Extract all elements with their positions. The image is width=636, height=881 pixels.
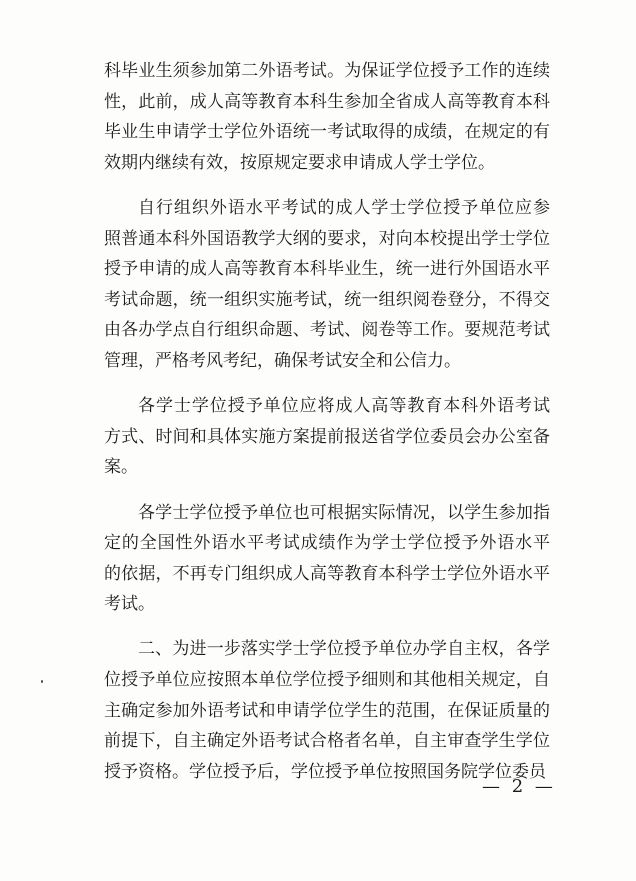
paragraph bbox=[104, 391, 550, 483]
text-line: 考试命题，统一组织实施考试，统一组织阅卷登分，不得交 bbox=[104, 289, 550, 310]
text-line: 由各办学点自行组织命题、考试、阅卷等工作。要规范考试 bbox=[104, 320, 550, 341]
text-line: 性，此前，成人高等教育本科生参加全省成人高等教育本科 bbox=[104, 91, 550, 112]
paragraph bbox=[104, 498, 550, 620]
text-line: 前提下，自主确定外语考试合格者名单，自主审查学生学位 bbox=[104, 731, 550, 752]
paragraph-gap bbox=[104, 620, 550, 635]
text-line: 各学士学位授予单位应将成人高等教育本科外语考试 bbox=[138, 396, 550, 417]
text-line: 授予申请的成人高等教育本科毕业生，统一进行外国语水平 bbox=[104, 259, 550, 280]
text-line: 照普通本科外国语教学大纲的要求，对向本校提出学士学位 bbox=[104, 228, 550, 249]
text-line: 各学士学位授予单位也可根据实际情况，以学生参加指 bbox=[138, 502, 550, 523]
text-line: 科毕业生须参加第二外语考试。为保证学位授予工作的连续 bbox=[104, 61, 550, 81]
text-line: 管理，严格考风考纪，确保考试安全和公信力。 bbox=[104, 350, 461, 371]
paragraph-gap bbox=[104, 178, 550, 193]
paragraph bbox=[104, 56, 550, 178]
paragraph-gap bbox=[104, 377, 550, 392]
document-body bbox=[104, 56, 550, 787]
paragraph bbox=[104, 634, 550, 787]
text-line: 主确定参加外语考试和申请学位学生的范围，在保证质量的 bbox=[104, 700, 550, 721]
text-line: 案。 bbox=[104, 457, 138, 478]
text-line: 毕业生申请学士学位外语统一考试取得的成绩，在规定的有 bbox=[104, 122, 550, 143]
scan-speck bbox=[41, 680, 43, 683]
text-line: 授予资格。学位授予后，学位授予单位按照国务院学位委员 bbox=[104, 761, 546, 782]
paragraph bbox=[104, 193, 550, 377]
text-line: 效期内继续有效，按原规定要求申请成人学士学位。 bbox=[104, 152, 495, 173]
text-line: 方式、时间和具体实施方案提前报送省学位委员会办公室备 bbox=[104, 426, 550, 447]
text-line: 定的全国性外语水平考试成绩作为学士学位授予外语水平 bbox=[104, 533, 550, 554]
paragraph-gap bbox=[104, 483, 550, 498]
text-line: 位授予单位应按照本单位学位授予细则和其他相关规定，自 bbox=[104, 670, 550, 691]
page-number: — 2 — bbox=[482, 776, 556, 797]
text-line: 自行组织外语水平考试的成人学士学位授予单位应参 bbox=[138, 197, 550, 218]
text-line: 二、为进一步落实学士学位授予单位办学自主权，各学 bbox=[138, 639, 550, 660]
text-line: 的依据，不再专门组织成人高等教育本科学士学位外语水平 bbox=[104, 563, 550, 584]
text-line: 考试。 bbox=[104, 594, 155, 615]
